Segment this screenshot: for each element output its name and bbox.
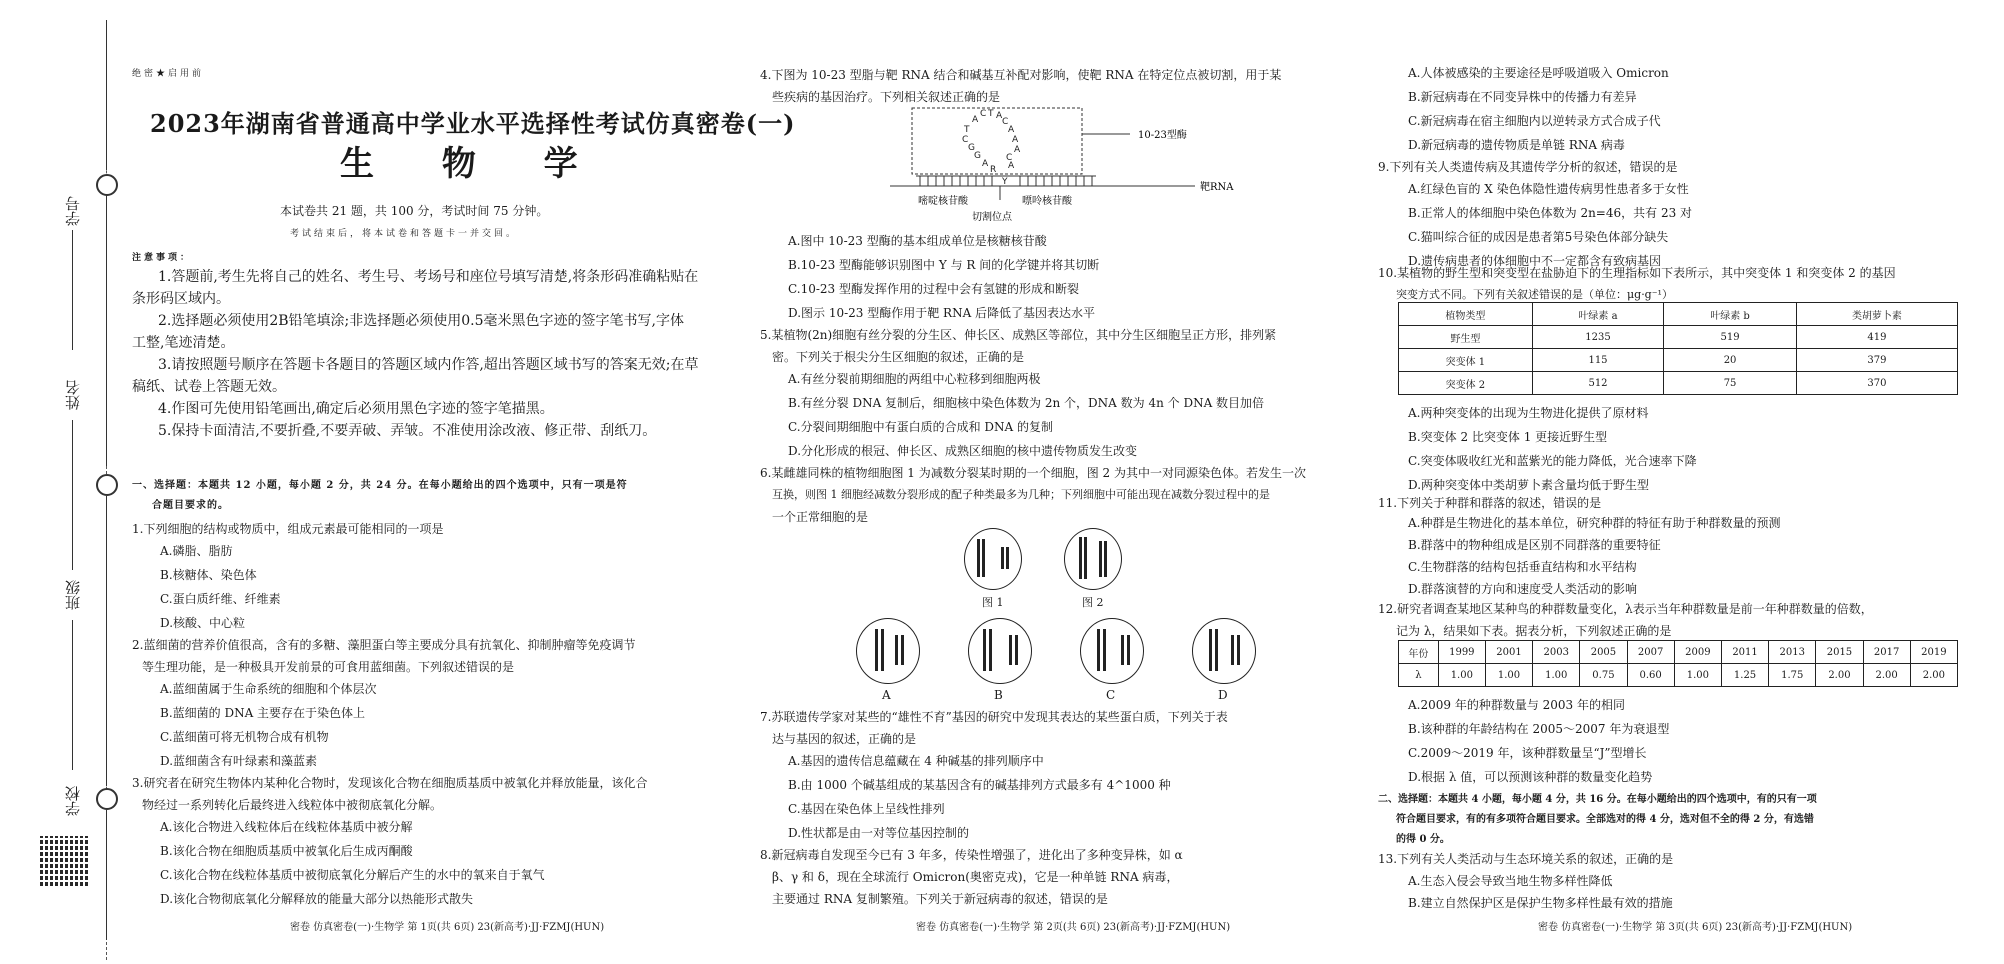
question-13: 13.下列有关人类活动与生态环境关系的叙述，正确的是	[1378, 852, 1674, 866]
q12-year-cell: 2011	[1721, 641, 1768, 664]
q8-option-b[interactable]: B.新冠病毒在不同变异株中的传播力有差异	[1408, 90, 1637, 104]
page-1	[130, 0, 796, 964]
exam-info: 本试卷共 21 题，共 100 分，考试时间 75 分钟。	[280, 204, 549, 218]
question-6-c: 一个正常细胞的是	[772, 510, 869, 524]
svg-text:G: G	[974, 151, 981, 161]
fig1-label: 图 1	[982, 596, 1004, 609]
notice-title: 注意事项：	[132, 253, 193, 263]
exam-title: 2023年湖南省普通高中学业水平选择性考试仿真密卷(一)	[150, 109, 796, 138]
q5-option-c[interactable]: C.分裂间期细胞中有蛋白质的合成和 DNA 的复制	[788, 420, 1053, 434]
question-4: 4.下图为 10-23 型脂与靶 RNA 结合和碱基互补配对影响，使靶 RNA 在特定位点被切割，用于某	[760, 68, 1282, 82]
svg-text:Y: Y	[1002, 177, 1008, 187]
subject-title: 生 物 学	[340, 144, 606, 184]
q12-option-d[interactable]: D.根据 λ 值，可以预测该种群的数量变化趋势	[1408, 770, 1653, 784]
section-2-heading-c: 的得 0 分。	[1396, 834, 1450, 845]
q12-year-cell: 2003	[1533, 641, 1580, 664]
q12-table	[1398, 640, 1958, 687]
q10-option-d[interactable]: D.两种突变体中类胡萝卜素含量均低于野生型	[1408, 478, 1650, 492]
q10-option-b[interactable]: B.突变体 2 比突变体 1 更接近野生型	[1408, 430, 1608, 444]
q12-lambda-cell: 1.75	[1769, 664, 1816, 687]
cell-option-a[interactable]	[856, 618, 920, 684]
page-2-footer: 密卷 仿真密卷(一)·生物学 第 2页(共 6页) 23(新高考)·JJ·FZMJ(HUN)	[916, 922, 1231, 933]
question-1: 1.下列细胞的结构或物质中，组成元素最可能相同的一项是	[132, 522, 444, 536]
q1-option-d[interactable]: D.核酸、中心粒	[160, 616, 246, 630]
q12-year-cell: 2017	[1863, 641, 1910, 664]
notice-5: 5.保持卡面清洁,不要折叠,不要弄破、弄皱。不准使用涂改液、修正带、刮纸刀。	[158, 423, 657, 439]
fig1-cell	[964, 528, 1022, 590]
q11-option-a[interactable]: A.种群是生物进化的基本单位，研究种群的特征有助于种群数量的预测	[1408, 516, 1781, 530]
exam-info-2: 考试结束后，将本试卷和答题卡一并交回。	[290, 229, 519, 239]
q12-lambda-cell: 2.00	[1816, 664, 1863, 687]
q10-header: 叶绿素 b	[1664, 303, 1797, 326]
question-8-c: 主要通过 RNA 复制繁殖。下列关于新冠病毒的叙述，错误的是	[772, 892, 1108, 906]
cell-label-d: D	[1218, 688, 1228, 702]
q3-option-a[interactable]: A.该化合物进入线粒体后在线粒体基质中被分解	[160, 820, 413, 834]
q12-year-cell: 2019	[1910, 641, 1957, 664]
q12-year-cell: 2015	[1816, 641, 1863, 664]
question-7: 7.苏联遗传学家对某些的“雄性不育”基因的研究中发现其表达的某些蛋白质，下列关于表	[760, 710, 1228, 724]
margin-line	[106, 496, 107, 786]
q2-option-b[interactable]: B.蓝细菌的 DNA 主要存在于染色体上	[160, 706, 366, 720]
notice-1b: 条形码区域内。	[132, 291, 230, 307]
q12-option-a[interactable]: A.2009 年的种群数量与 2003 年的相同	[1408, 698, 1626, 712]
q11-option-c[interactable]: C.生物群落的结构包括垂直结构和水平结构	[1408, 560, 1637, 574]
cell-option-d[interactable]	[1192, 618, 1256, 684]
q4-option-b[interactable]: B.10-23 型酶能够识别图中 Y 与 R 间的化学键并将其切断	[788, 258, 1100, 272]
q10-cell: 115	[1532, 349, 1663, 372]
q12-year-cell: 2005	[1580, 641, 1627, 664]
q12-lambda-cell: 1.00	[1438, 664, 1485, 687]
margin-line	[106, 810, 107, 940]
q13-option-b[interactable]: B.建立自然保护区是保护生物多样性最有效的措施	[1408, 896, 1673, 910]
notice-1: 1.答题前,考生先将自己的姓名、考生号、考场号和座位号填写清楚,将条形码准确粘贴在	[158, 269, 699, 285]
q3-option-d[interactable]: D.该化合物彻底氧化分解释放的能量大部分以热能形式散失	[160, 892, 474, 906]
q4-option-c[interactable]: C.10-23 型酶发挥作用的过程中会有氢键的形成和断裂	[788, 282, 1079, 296]
section-2-heading: 二、选择题：本题共 4 小题，每小题 4 分，共 16 分。在每小题给出的四个选项中，有的只有一项	[1378, 794, 1817, 805]
question-2: 2.蓝细菌的营养价值很高，含有的多糖、藻胆蛋白等主要成分具有抗氧化、抑制肿瘤等免疫调节	[132, 638, 636, 652]
q10-header: 植物类型	[1399, 303, 1533, 326]
q10-cell: 20	[1664, 349, 1797, 372]
q12-year-cell: 2007	[1627, 641, 1674, 664]
question-8-b: β、γ 和 δ，现在全球流行 Omicron(奥密克戎)，它是一种单链 RNA 病毒，	[772, 870, 1179, 884]
q12-lambda-cell: 1.00	[1485, 664, 1532, 687]
fig2-cell	[1064, 528, 1122, 590]
question-7-b: 达与基因的叙述，正确的是	[772, 732, 917, 746]
notice-4: 4.作图可先使用铅笔画出,确定后必须用黑色字迹的签字笔描黑。	[158, 401, 554, 417]
question-6-b: 互换，则图 1 细胞经减数分裂形成的配子种类最多为几种；下列细胞中可能出现在减数分裂过程中的是	[772, 488, 1270, 501]
q10-cell: 野生型	[1399, 326, 1533, 349]
q12-year-cell: 2001	[1485, 641, 1532, 664]
q10-cell: 突变体 1	[1399, 349, 1533, 372]
q12-lambda-cell: λ	[1399, 664, 1439, 687]
question-12: 12.研究者调查某地区某种鸟的种群数量变化，λ表示当年种群数量是前一年种群数量的倍数，	[1378, 602, 1873, 616]
question-4-b: 些疾病的基因治疗。下列相关叙述正确的是	[772, 90, 1001, 104]
question-10-b: 突变方式不同。下列有关叙述错误的是（单位：μg·g⁻¹）	[1396, 288, 1673, 301]
class-label: 班级	[64, 580, 82, 610]
q3-option-b[interactable]: B.该化合物在细胞质基质中被氧化后生成丙酮酸	[160, 844, 413, 858]
page-3-footer: 密卷 仿真密卷(一)·生物学 第 3页(共 6页) 23(新高考)·JJ·FZMJ(HUN)	[1538, 922, 1853, 933]
q2-option-d[interactable]: D.蓝细菌含有叶绿素和藻蓝素	[160, 754, 318, 768]
dnazyme-label: 10-23型酶	[1138, 130, 1187, 141]
q7-option-c[interactable]: C.基因在染色体上呈线性排列	[788, 802, 945, 816]
q4-option-d[interactable]: D.图示 10-23 型酶作用于靶 RNA 后降低了基因表达水平	[788, 306, 1096, 320]
q7-option-d[interactable]: D.性状都是由一对等位基因控制的	[788, 826, 970, 840]
cell-option-c[interactable]	[1080, 618, 1144, 684]
question-3: 3.研究者在研究生物体内某种化合物时，发现该化合物在细胞质基质中被氧化并释放能量，该化合	[132, 776, 648, 790]
q10-cell: 75	[1664, 372, 1797, 395]
q12-lambda-cell: 1.00	[1674, 664, 1721, 687]
question-11: 11.下列关于种群和群落的叙述，错误的是	[1378, 496, 1602, 510]
binding-hole	[96, 788, 118, 810]
student-id-label: 学号	[64, 196, 82, 226]
svg-text:A: A	[1014, 145, 1021, 155]
q10-header: 叶绿素 a	[1532, 303, 1663, 326]
svg-text:A: A	[1008, 125, 1015, 135]
page-3	[1378, 0, 1988, 964]
q12-option-c[interactable]: C.2009～2019 年，该种群数量呈“J”型增长	[1408, 746, 1647, 760]
question-3-b: 物经过一系列转化后最终进入线粒体中被彻底氧化分解。	[142, 798, 443, 812]
question-12-b: 记为 λ，结果如下表。据表分析，下列叙述正确的是	[1396, 624, 1672, 638]
margin-line	[106, 20, 107, 170]
svg-text:A: A	[1008, 161, 1015, 171]
question-8: 8.新冠病毒自发现至今已有 3 年多，传染性增强了，进化出了多种变异株，如 α	[760, 848, 1183, 862]
qr-code-pattern	[40, 836, 90, 886]
q2-option-a[interactable]: A.蓝细菌属于生命系统的细胞和个体层次	[160, 682, 377, 696]
q9-option-a[interactable]: A.红绿色盲的 X 染色体隐性遗传病男性患者多于女性	[1408, 182, 1689, 196]
name-label: 姓名	[64, 380, 82, 410]
q1-option-c[interactable]: C.蛋白质纤维、纤维素	[160, 592, 281, 606]
question-5: 5.某植物(2n)细胞有丝分裂的分生区、伸长区、成熟区等部位，其中分生区细胞呈正方形，排列紧	[760, 328, 1277, 342]
binding-hole	[96, 174, 118, 196]
question-5-b: 密。下列关于根尖分生区细胞的叙述，正确的是	[772, 350, 1025, 364]
q5-option-d[interactable]: D.分化形成的根冠、伸长区、成熟区细胞的核中遗传物质发生改变	[788, 444, 1138, 458]
purine-label: 嘌呤核苷酸	[1022, 196, 1072, 207]
q12-lambda-cell: 0.60	[1627, 664, 1674, 687]
svg-text:A: A	[996, 111, 1003, 121]
question-10: 10.某植物的野生型和突变型在盐胁迫下的生理指标如下表所示，其中突变体 1 和突变体 2 的基因	[1378, 266, 1896, 280]
svg-text:A: A	[982, 159, 989, 169]
q12-lambda-cell: 0.75	[1580, 664, 1627, 687]
notice-2: 2.选择题必须使用2B铅笔填涂;非选择题必须使用0.5毫米黑色字迹的签字笔书写,字体	[158, 313, 684, 329]
q12-lambda-cell: 1.00	[1533, 664, 1580, 687]
q9-option-b[interactable]: B.正常人的体细胞中染色体数为 2n=46，共有 23 对	[1408, 206, 1693, 220]
q12-year-cell: 2009	[1674, 641, 1721, 664]
svg-text:R: R	[990, 165, 997, 175]
margin-line	[106, 196, 107, 466]
q10-cell: 1235	[1532, 326, 1663, 349]
q11-option-d[interactable]: D.群落演替的方向和速度受人类活动的影响	[1408, 582, 1638, 596]
svg-text:T: T	[964, 125, 970, 135]
school-label: 学校	[64, 786, 82, 816]
cut-site-label: 切割位点	[972, 212, 1012, 223]
binding-hole	[96, 474, 118, 496]
q9-option-c[interactable]: C.猫叫综合征的成因是患者第5号染色体部分缺失	[1408, 230, 1669, 244]
q12-lambda-cell: 2.00	[1863, 664, 1910, 687]
question-9: 9.下列有关人类遗传病及其遗传学分析的叙述，错误的是	[1378, 160, 1678, 174]
q8-option-c[interactable]: C.新冠病毒在宿主细胞内以逆转录方式合成子代	[1408, 114, 1661, 128]
svg-text:C: C	[980, 109, 987, 119]
question-6: 6.某雌雄同株的植物细胞图 1 为减数分裂某时期的一个细胞，图 2 为其中一对同源染色体。若发生一次	[760, 466, 1306, 480]
loop-letters	[962, 109, 1021, 187]
q10-table	[1398, 302, 1958, 395]
q10-option-c[interactable]: C.突变体吸收红光和蓝紫光的能力降低，光合速率下降	[1408, 454, 1697, 468]
cell-option-b[interactable]	[968, 618, 1032, 684]
q1-option-a[interactable]: A.磷脂、脂肪	[160, 544, 233, 558]
q10-cell: 519	[1664, 326, 1797, 349]
svg-text:A: A	[1012, 135, 1019, 145]
q10-cell: 419	[1796, 326, 1957, 349]
q8-option-d[interactable]: D.新冠病毒的遗传物质是单链 RNA 病毒	[1408, 138, 1625, 152]
q4-option-a[interactable]: A.图中 10-23 型酶的基本组成单位是核糖核苷酸	[788, 234, 1047, 248]
svg-text:G: G	[968, 143, 975, 153]
page-1-footer: 密卷 仿真密卷(一)·生物学 第 1页(共 6页) 23(新高考)·JJ·FZMJ(HUN)	[290, 922, 605, 933]
q10-header: 类胡萝卜素	[1796, 303, 1957, 326]
q10-option-a[interactable]: A.两种突变体的出现为生物进化提供了原材料	[1408, 406, 1649, 420]
secret-label: 绝密★启用前	[132, 69, 205, 79]
q10-cell: 512	[1532, 372, 1663, 395]
q10-cell: 379	[1796, 349, 1957, 372]
svg-text:T: T	[988, 109, 994, 119]
q1-option-b[interactable]: B.核糖体、染色体	[160, 568, 257, 582]
q12-option-b[interactable]: B.该种群的年龄结构在 2005～2007 年为衰退型	[1408, 722, 1670, 736]
cell-label-b: B	[994, 688, 1003, 702]
q3-option-c[interactable]: C.该化合物在线粒体基质中被彻底氧化分解后产生的水中的氧来自于氧气	[160, 868, 545, 882]
q13-option-a[interactable]: A.生态入侵会导致当地生物多样性降低	[1408, 874, 1613, 888]
q12-year-cell: 1999	[1438, 641, 1485, 664]
q8-option-a[interactable]: A.人体被感染的主要途径是呼吸道吸入 Omicron	[1408, 66, 1669, 80]
fig2-label: 图 2	[1082, 596, 1104, 609]
section-1-heading: 一、选择题：本题共 12 小题，每小题 2 分，共 24 分。在每小题给出的四个选项中，只有一项是符	[132, 480, 628, 491]
q12-lambda-cell: 1.25	[1721, 664, 1768, 687]
q2-option-c[interactable]: C.蓝细菌可将无机物合成有机物	[160, 730, 329, 744]
q10-cell: 370	[1796, 372, 1957, 395]
field-underline	[72, 230, 73, 350]
cell-label-c: C	[1106, 688, 1116, 702]
question-2-b: 等生理功能，是一种极具开发前景的可食用蓝细菌。下列叙述错误的是	[142, 660, 515, 674]
cell-label-a: A	[882, 688, 891, 702]
q9-option-d[interactable]: D.遗传病患者的体细胞中不一定都含有致病基因	[1408, 254, 1662, 268]
q11-option-b[interactable]: B.群落中的物种组成是区别不同群落的重要特征	[1408, 538, 1661, 552]
q7-option-a[interactable]: A.基因的遗传信息蕴藏在 4 种碱基的排列顺序中	[788, 754, 1044, 768]
svg-text:C: C	[1006, 153, 1013, 163]
q5-option-a[interactable]: A.有丝分裂前期细胞的两组中心粒移到细胞两极	[788, 372, 1041, 386]
field-underline	[72, 420, 73, 570]
svg-text:A: A	[972, 115, 979, 125]
section-1-heading-b: 合题目要求的。	[152, 500, 229, 511]
svg-text:C: C	[1002, 117, 1009, 127]
notice-2b: 工整,笔迹清楚。	[132, 335, 235, 351]
q12-year-cell: 年份	[1399, 641, 1439, 664]
q12-year-cell: 2013	[1769, 641, 1816, 664]
q10-cell: 突变体 2	[1399, 372, 1533, 395]
notice-3b: 稿纸、试卷上答题无效。	[132, 379, 286, 395]
svg-text:C: C	[962, 135, 969, 145]
q5-option-b[interactable]: B.有丝分裂 DNA 复制后，细胞核中染色体数为 2n 个，DNA 数为 4n 个 DNA 数目加倍	[788, 396, 1265, 410]
notice-3: 3.请按照题号顺序在答题卡各题目的答题区域内作答,超出答题区域书写的答案无效;在草	[158, 357, 699, 373]
q7-option-b[interactable]: B.由 1000 个碱基组成的某基因含有的碱基排列方式最多有 4^1000 种	[788, 778, 1171, 792]
rna-label: 靶RNA	[1200, 182, 1234, 193]
dnazyme-diagram	[890, 104, 1234, 223]
section-2-heading-b: 符合题目要求，有的有多项符合题目要求。全部选对的得 4 分，选对但不全的得 2 分，有选错	[1396, 814, 1814, 825]
field-underline	[72, 620, 73, 770]
page-2	[760, 0, 1340, 964]
pyrimidine-label: 嘧啶核苷酸	[918, 196, 968, 207]
q12-lambda-cell: 2.00	[1910, 664, 1957, 687]
